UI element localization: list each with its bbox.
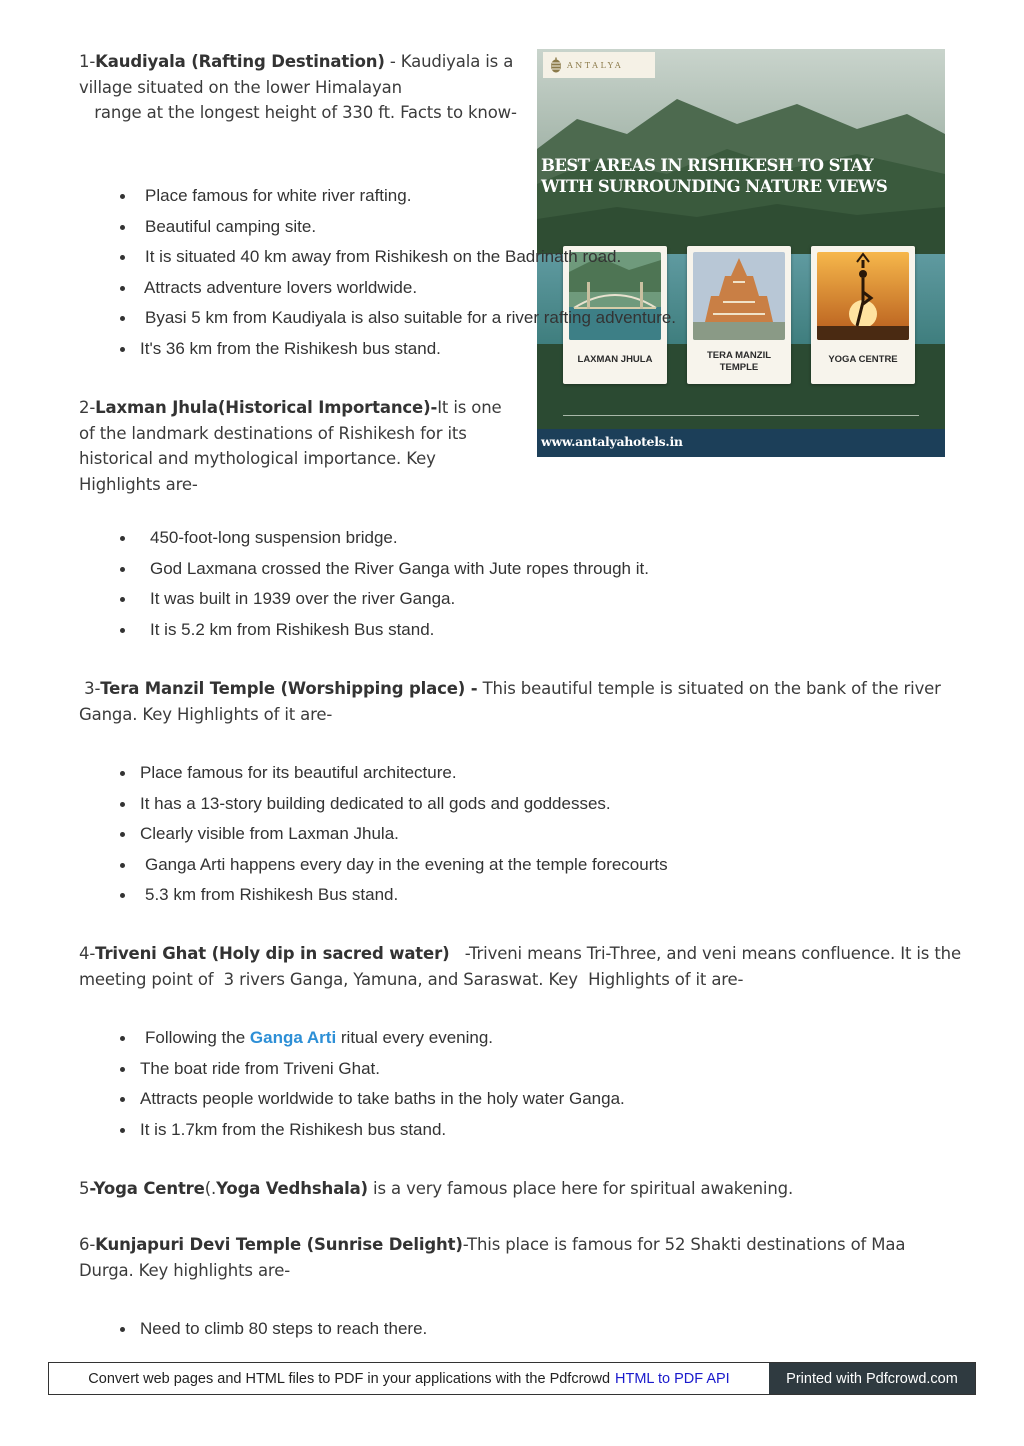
yoga-centre-photo <box>817 252 909 340</box>
list-item: The boat ride from Triveni Ghat. <box>118 1054 625 1085</box>
html-to-pdf-api-link[interactable]: HTML to PDF API <box>615 1370 730 1387</box>
section-4-title: Triveni Ghat (Holy dip in sacred water) <box>95 944 450 963</box>
section-6-number: 6- <box>79 1235 96 1254</box>
section-5-number: 5 <box>79 1179 90 1198</box>
card-label-laxman-jhula: LAXMAN JHULA <box>577 354 653 365</box>
list-item: 450-foot-long suspension bridge. <box>118 523 649 554</box>
promo-title-line2: WITH SURROUNDING NATURE VIEWS <box>541 177 888 196</box>
section-6-bullets <box>118 1314 427 1345</box>
list-item: Clearly visible from Laxman Jhula. <box>118 819 668 850</box>
section-1-intro <box>79 49 519 126</box>
list-item: Need to climb 80 steps to reach there. <box>118 1314 427 1345</box>
section-4-intro-text: -Triveni means Tri-Three, and veni means confluence. It is the meeting point of 3 rivers Ganga, Yamuna, and Saraswat. Key Highlights of it are- <box>79 944 967 989</box>
section-1-number: 1- <box>79 52 96 71</box>
list-item: Attracts adventure lovers worldwide. <box>118 273 676 304</box>
logo-text: ANTALYA <box>567 60 624 70</box>
list-item: Attracts people worldwide to take baths in the holy water Ganga. <box>118 1084 625 1115</box>
section-2-title: Laxman Jhula(Historical Importance)- <box>95 398 438 417</box>
bullet-text: Following the <box>145 1028 250 1047</box>
card-tera-manzil <box>687 246 791 384</box>
section-5-mid: (. <box>204 1179 217 1198</box>
list-item: It is 1.7km from the Rishikesh bus stand. <box>118 1115 625 1146</box>
section-5-intro-text: is a very famous place here for spiritual awakening. <box>367 1179 794 1198</box>
promo-url: www.antalyahotels.in <box>541 434 683 449</box>
footer-convert-text <box>49 1363 769 1394</box>
list-item: 5.3 km from Rishikesh Bus stand. <box>118 880 668 911</box>
section-6-intro-text: -This place is famous for 52 Shakti destinations of Maa Durga. Key highlights are- <box>79 1235 906 1280</box>
card-label-yoga-centre: YOGA CENTRE <box>828 354 898 365</box>
section-1-bullets <box>118 181 676 365</box>
pdfcrowd-footer <box>48 1362 976 1395</box>
section-5-title-a: -Yoga Centre <box>89 1179 205 1198</box>
section-6-intro <box>79 1232 929 1283</box>
list-item: It is situated 40 km away from Rishikesh on the Badrinath road. <box>118 242 676 273</box>
list-item: Place famous for its beautiful architecture. <box>118 758 668 789</box>
list-item: Ganga Arti happens every day in the evening at the temple forecourts <box>118 850 668 881</box>
section-4-bullets <box>118 1023 625 1145</box>
printed-with-pdfcrowd[interactable]: Printed with Pdfcrowd.com <box>769 1363 975 1394</box>
list-item: It's 36 km from the Rishikesh bus stand. <box>118 334 676 365</box>
section-4-intro <box>79 941 969 992</box>
card-yoga-centre <box>811 246 915 384</box>
section-5-title-b: Yoga Vedhshala) <box>216 1179 368 1198</box>
antalya-logo <box>543 52 655 78</box>
section-1-intro-a: - Kaudiyala is a village situated on the lower Himalayan <box>79 52 514 97</box>
list-item: Place famous for white river rafting. <box>118 181 676 212</box>
promo-title-line1: BEST AREAS IN RISHIKESH TO STAY <box>541 156 874 175</box>
list-item <box>118 1023 625 1054</box>
promo-divider <box>563 415 919 416</box>
footer-text: Convert web pages and HTML files to PDF in your applications with the Pdfcrowd <box>88 1370 611 1387</box>
section-2-intro <box>79 395 519 497</box>
section-3-title: Tera Manzil Temple (Worshipping place) - <box>100 679 478 698</box>
list-item: It was built in 1939 over the river Ganga. <box>118 584 649 615</box>
section-3-intro-text: This beautiful temple is situated on the bank of the river Ganga. Key Highlights of it are- <box>79 679 941 724</box>
list-item: It is 5.2 km from Rishikesh Bus stand. <box>118 615 649 646</box>
list-item: It has a 13-story building dedicated to all gods and goddesses. <box>118 789 668 820</box>
section-3-intro <box>79 676 959 727</box>
bullet-text: ritual every evening. <box>336 1028 494 1047</box>
list-item: Byasi 5 km from Kaudiyala is also suitable for a river rafting adventure. <box>118 303 676 334</box>
section-3-number: 3- <box>84 679 101 698</box>
tera-manzil-photo <box>693 252 785 340</box>
section-4-number: 4- <box>79 944 96 963</box>
section-1-intro-b: range at the longest height of 330 ft. Facts to know- <box>94 103 517 122</box>
section-2-number: 2- <box>79 398 96 417</box>
pinecone-icon <box>549 57 563 73</box>
section-2-bullets <box>118 523 649 645</box>
section-3-bullets <box>118 758 668 911</box>
ganga-arti-link[interactable]: Ganga Arti <box>249 1028 337 1047</box>
list-item: God Laxmana crossed the River Ganga with Jute ropes through it. <box>118 554 649 585</box>
section-1-title: Kaudiyala (Rafting Destination) <box>95 52 385 71</box>
section-2-intro-text: It is one of the landmark destinations of Rishikesh for its historical and mythological importance. Key Highlights are- <box>79 398 502 494</box>
list-item: Beautiful camping site. <box>118 212 676 243</box>
section-6-title: Kunjapuri Devi Temple (Sunrise Delight) <box>95 1235 463 1254</box>
section-5-intro <box>79 1176 959 1202</box>
card-label-tera-manzil: TERA MANZIL TEMPLE <box>706 350 772 373</box>
